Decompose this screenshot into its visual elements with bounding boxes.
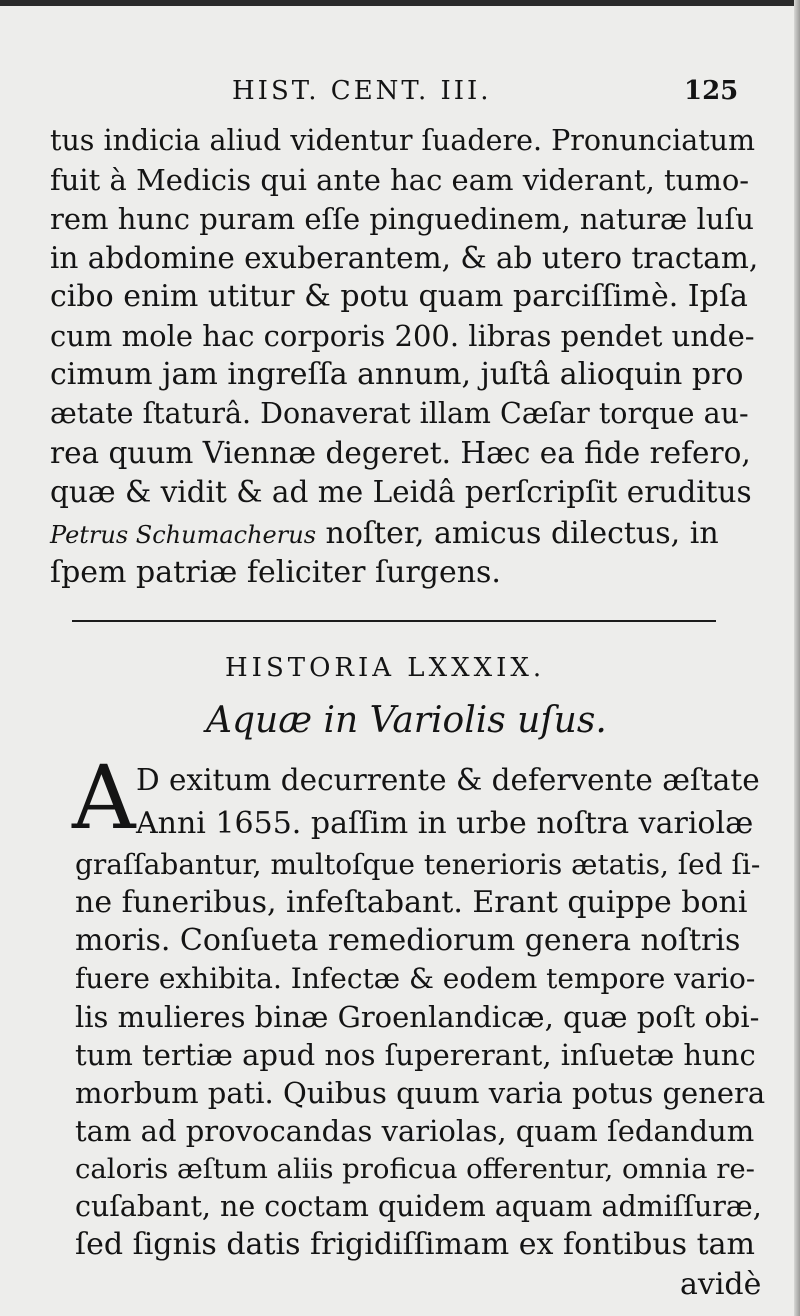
- text-line: caloris æſtum aliis proficua offerentur, omnia re-: [75, 1153, 755, 1185]
- text-line: rem hunc puram eſſe pinguedinem, naturæ luſu: [50, 202, 754, 236]
- text-line: cimum jam ingreſſa annum, juſtâ alioquin pro: [50, 357, 744, 392]
- text-line: ætate ſtaturâ. Donaverat illam Cæſar torque au-: [50, 397, 749, 430]
- text-line: graſſabantur, multoſque tenerioris ætatis, ſed ſi-: [75, 848, 761, 881]
- text-line: fuit à Medicis qui ante hac eam viderant, tumo-: [50, 163, 750, 197]
- text-line: cum mole hac corporis 200. libras pendet unde-: [50, 319, 755, 353]
- page-number: 125: [684, 76, 739, 106]
- text-line: cuſabant, ne coctam quidem aquam admiſſuræ,: [75, 1190, 762, 1223]
- text-line: fuere exhibita. Infectæ & eodem tempore vario-: [75, 962, 756, 995]
- catchword: avidè: [680, 1267, 762, 1302]
- section-divider: [72, 620, 716, 622]
- text-line: tus indicia aliud videntur ſuadere. Pronunciatum: [50, 124, 756, 157]
- history-title: HISTORIA LXXXIX.: [225, 653, 546, 683]
- text-line: quæ & vidit & ad me Leidâ perſcripſit eruditus: [50, 475, 752, 509]
- history-subtitle: Aquæ in Variolis uſus.: [206, 700, 607, 741]
- text-line: tam ad provocandas variolas, quam ſedandum: [75, 1114, 755, 1148]
- author-line-rest: noſter, amicus dilectus, in: [316, 516, 719, 551]
- text-line: moris. Conſueta remediorum genera noſtris: [75, 923, 741, 958]
- text-line: D exitum decurrente & defervente æſtate: [136, 763, 760, 797]
- page-top-edge: [0, 0, 800, 6]
- drop-cap: A: [72, 746, 136, 849]
- running-head: HIST. CENT. III.: [232, 76, 492, 106]
- page-header: [0, 72, 800, 112]
- text-line: ſpem patriæ feliciter ſurgens.: [50, 555, 501, 590]
- text-line: tum tertiæ apud nos ſupererant, inſuetæ hunc: [75, 1038, 756, 1072]
- text-line: ne funeribus, infeſtabant. Erant quippe boni: [75, 885, 748, 920]
- text-line: cibo enim utitur & potu quam parciſſimè. Ipſa: [50, 279, 748, 314]
- author-name: Petrus Schumacherus: [50, 521, 317, 549]
- text-line: in abdomine exuberantem, & ab utero tractam,: [50, 241, 759, 275]
- text-line: lis mulieres binæ Groenlandicæ, quæ poſt obi-: [75, 1000, 760, 1034]
- author-line: [50, 515, 760, 553]
- text-line: rea quum Viennæ degeret. Hæc ea fide refero,: [50, 436, 751, 470]
- page-right-edge: [794, 0, 800, 1316]
- text-line: Anni 1655. paſſim in urbe noſtra variolæ: [136, 806, 754, 841]
- text-line: ſed ſignis datis frigidiſſimam ex fontibus tam: [75, 1227, 755, 1262]
- text-line: morbum pati. Quibus quum varia potus genera: [75, 1076, 766, 1110]
